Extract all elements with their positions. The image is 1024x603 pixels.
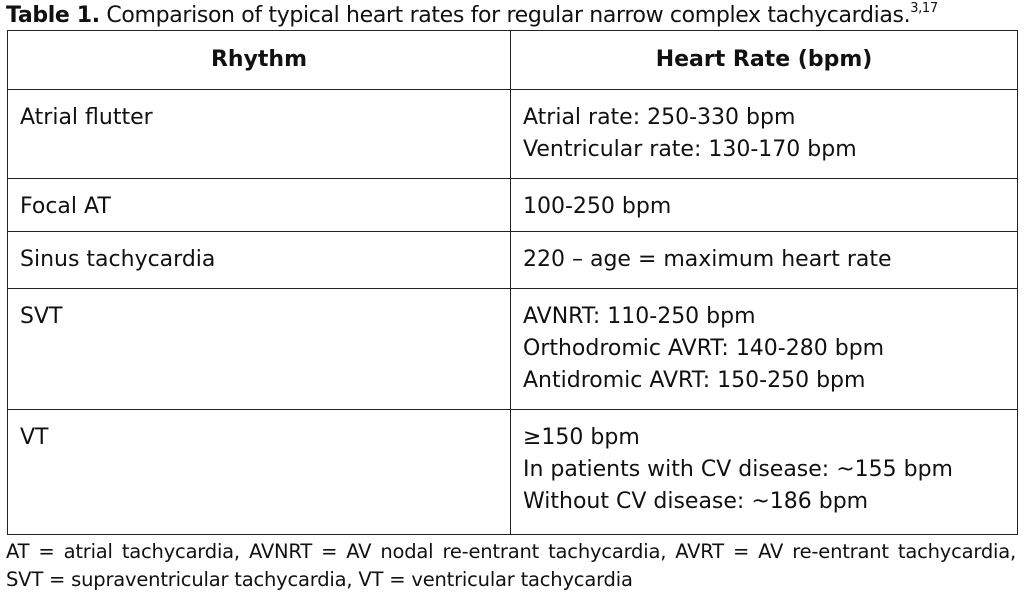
rhythm-cell: Focal AT [8,179,511,232]
rate-line: ≥150 bpm [523,425,640,450]
heart-rate-cell [511,410,1018,535]
rate-line: Without CV disease: ~186 bpm [523,489,869,514]
rate-line: Orthodromic AVRT: 140-280 bpm [523,336,885,361]
table-row [8,179,1018,232]
rate-line: Antidromic AVRT: 150-250 bpm [523,368,866,393]
rate-line: Atrial rate: 250-330 bpm [523,105,796,130]
heart-rate-cell [511,179,1018,232]
header-heart-rate: Heart Rate (bpm) [511,31,1018,90]
rate-line: 220 – age = maximum heart rate [523,247,892,272]
table-row [8,289,1018,410]
rhythm-cell: SVT [8,289,511,410]
table-row [8,90,1018,179]
heart-rate-cell [511,289,1018,410]
rate-line: In patients with CV disease: ~155 bpm [523,457,953,482]
header-row [8,31,1018,90]
caption-text: Comparison of typical heart rates for regular narrow complex tachycardias. [106,3,911,28]
table-row [8,232,1018,289]
rate-line: 100-250 bpm [523,194,672,219]
table-row [8,410,1018,535]
heart-rate-cell [511,232,1018,289]
table-number: Table 1. [6,3,100,28]
header-rhythm: Rhythm [8,31,511,90]
heart-rate-cell [511,90,1018,179]
heart-rate-table [7,30,1018,535]
rhythm-cell: Atrial flutter [8,90,511,179]
rhythm-cell: Sinus tachycardia [8,232,511,289]
rate-line: Ventricular rate: 130-170 bpm [523,137,857,162]
table-caption [6,2,938,30]
rate-line: AVNRT: 110-250 bpm [523,304,756,329]
table-footnote: AT = atrial tachycardia, AVNRT = AV nodal re-entrant tachycardia, AVRT = AV re-entrant tachycardia, SVT = supraventricular tachycardia, VT = ventricular tachycardia [6,540,1016,591]
rhythm-cell: VT [8,410,511,535]
reference-superscript: 3,17 [910,0,938,16]
